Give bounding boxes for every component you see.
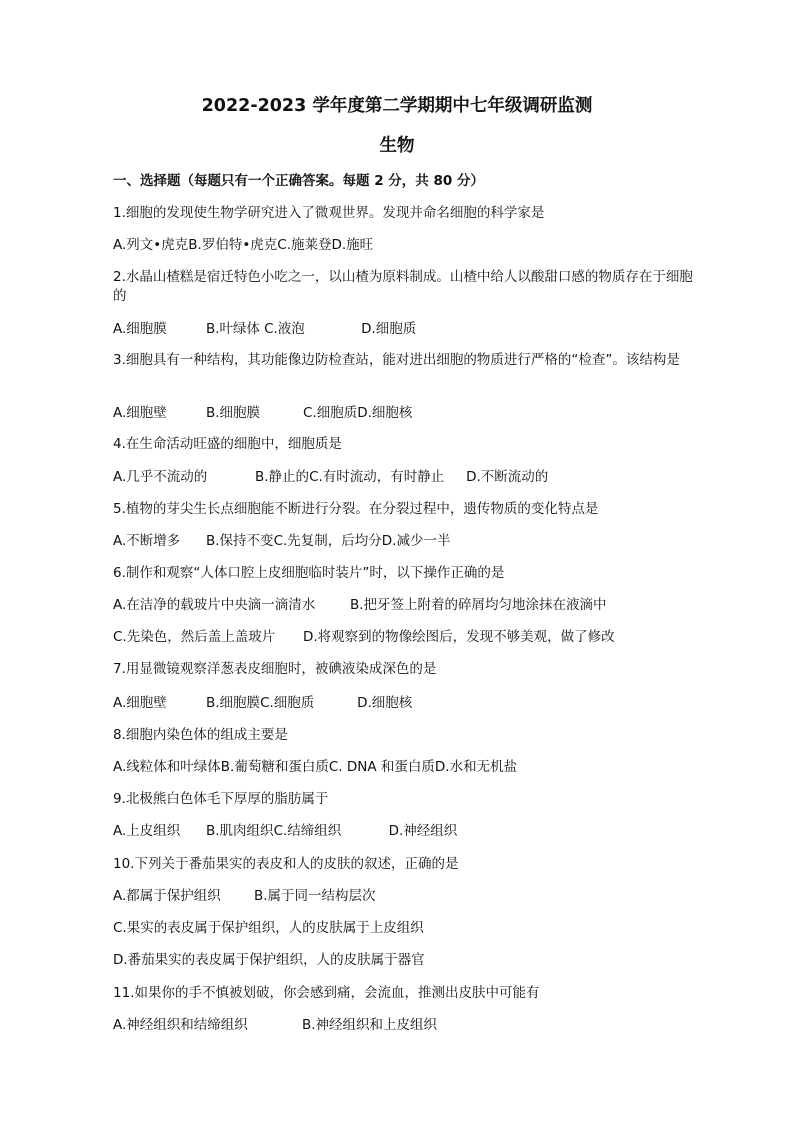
option-d: D.细胞质 xyxy=(361,321,417,337)
option-c: C.液泡 xyxy=(264,321,305,337)
option-b: B.神经组织和上皮组织 xyxy=(302,1017,438,1033)
question-stem: 8.细胞内染色体的组成主要是 xyxy=(113,727,288,743)
option-a: A.细胞壁 xyxy=(113,695,167,711)
question-options xyxy=(113,531,703,551)
question-options xyxy=(113,235,703,255)
question-stem: 6.制作和观察“人体口腔上皮细胞临时装片”时，以下操作正确的是 xyxy=(113,565,505,581)
question-stem: 3.细胞具有一种结构，其功能像边防检查站，能对进出细胞的物质进行严格的“检查”。该结构是 xyxy=(113,352,680,368)
option-b: B.罗伯特•虎克 xyxy=(188,237,278,253)
question-option-line: D.番茄果实的表皮属于保护组织，人的皮肤属于器官 xyxy=(113,952,425,968)
question-options xyxy=(113,757,703,777)
question-stem: 5.植物的芽尖生长点细胞能不断进行分裂。在分裂过程中，遗传物质的变化特点是 xyxy=(113,501,599,517)
option-c: C.先染色，然后盖上盖玻片 xyxy=(113,629,276,645)
option-b: B.细胞膜 xyxy=(206,405,261,421)
option-a: A.都属于保护组织 xyxy=(113,888,221,904)
option-b: B.细胞膜 xyxy=(206,695,261,711)
option-b: B.叶绿体 xyxy=(206,321,261,337)
option-c: C.施莱登 xyxy=(277,237,332,253)
question-stem: 9.北极熊白色体毛下厚厚的脂肪属于 xyxy=(113,791,329,807)
question-options xyxy=(113,467,703,487)
option-a: A.细胞壁 xyxy=(113,405,167,421)
question-options xyxy=(113,886,703,906)
section-heading: 一、选择题（每题只有一个正确答案。每题 2 分，共 80 分） xyxy=(113,173,484,189)
option-c: C.有时流动，有时静止 xyxy=(309,469,445,485)
option-b: B.属于同一结构层次 xyxy=(254,888,376,904)
option-d: D.施旺 xyxy=(331,237,374,253)
exam-title: 2022-2023 学年度第二学期期中七年级调研监测 xyxy=(201,96,593,116)
question-options xyxy=(113,693,703,713)
question-options xyxy=(113,403,703,423)
option-a: A.在洁净的载玻片中央滴一滴清水 xyxy=(113,597,316,613)
question-stem: 7.用显微镜观察洋葱表皮细胞时，被碘液染成深色的是 xyxy=(113,661,437,677)
option-b: B.把牙签上附着的碎屑均匀地涂抹在液滴中 xyxy=(350,597,607,613)
option-c: C.细胞质 xyxy=(303,405,358,421)
question-options xyxy=(113,319,703,339)
option-d: D.细胞核 xyxy=(357,695,413,711)
option-b: B.保持不变 xyxy=(206,533,274,549)
question-stem: 11.如果你的手不慎被划破，你会感到痛，会流血，推测出皮肤中可能有 xyxy=(113,985,540,1001)
option-a: A.列文•虎克 xyxy=(113,237,189,253)
question-stem: 1.细胞的发现使生物学研究进入了微观世界。发现并命名细胞的科学家是 xyxy=(113,205,545,221)
question-stem: 4.在生命活动旺盛的细胞中，细胞质是 xyxy=(113,436,342,452)
question-options xyxy=(113,1015,703,1035)
option-d: D.将观察到的物像绘图后，发现不够美观，做了修改 xyxy=(303,629,615,645)
question-options xyxy=(113,595,703,615)
option-c: C.先复制，后均分 xyxy=(273,533,382,549)
option-d: D.细胞核 xyxy=(357,405,413,421)
option-c: C.结缔组织 xyxy=(273,823,342,839)
option-a: A.不断增多 xyxy=(113,533,181,549)
option-a: A.线粒体和叶绿体 xyxy=(113,759,221,775)
question-options xyxy=(113,627,703,647)
option-d: D.水和无机盐 xyxy=(434,759,518,775)
option-a: A.上皮组织 xyxy=(113,823,181,839)
option-a: A.细胞膜 xyxy=(113,321,167,337)
option-c: C.细胞质 xyxy=(260,695,315,711)
option-a: A.几乎不流动的 xyxy=(113,469,208,485)
option-d: D.不断流动的 xyxy=(466,469,549,485)
option-d: D.神经组织 xyxy=(388,823,458,839)
option-b: B.葡萄糖和蛋白质 xyxy=(220,759,329,775)
option-a: A.神经组织和结缔组织 xyxy=(113,1017,248,1033)
option-b: B.静止的 xyxy=(255,469,310,485)
question-stem: 10.下列关于番茄果实的表皮和人的皮肤的叙述，正确的是 xyxy=(113,856,459,872)
question-options xyxy=(113,821,703,841)
question-option-line: C.果实的表皮属于保护组织，人的皮肤属于上皮组织 xyxy=(113,920,424,936)
subject-title: 生物 xyxy=(379,136,415,156)
question-stem: 2.水晶山楂糕是宿迁特色小吃之一，以山楂为原料制成。山楂中给人以酸甜口感的物质存在于细胞的 xyxy=(113,269,693,304)
option-c: C. DNA 和蛋白质 xyxy=(328,759,435,775)
option-d: D.减少一半 xyxy=(381,533,451,549)
option-b: B.肌肉组织 xyxy=(206,823,274,839)
